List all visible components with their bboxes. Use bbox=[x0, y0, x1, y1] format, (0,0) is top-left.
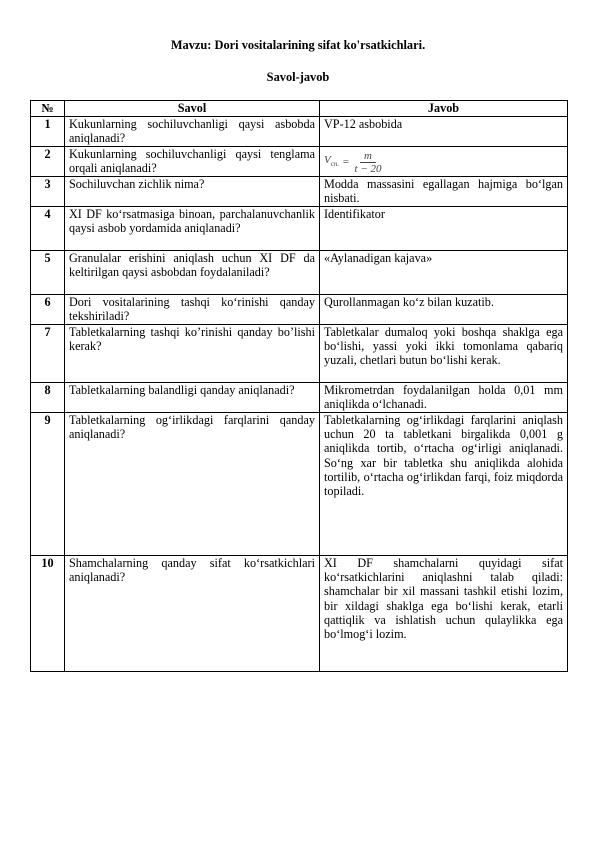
question-cell: Tabletkalarning balandligi qanday aniqlanadi? bbox=[65, 383, 320, 413]
answer-cell: Mikrometrdan foydalanilgan holda 0,01 mm aniqlikda o‘lchanadi. bbox=[320, 383, 568, 413]
answer-cell: XI DF shamchalarni quyidagi sifat ko‘rsatkichlarini aniqlashni talab qiladi: shamchalar bir xil massani tashkil etishi lozim, bir xildagi shaklga ega bo‘lishi kerak, etarli qattiqlik va ishlatish uchun qulaylikka ega bo‘lmog‘i lozim. bbox=[320, 556, 568, 672]
table-row bbox=[31, 177, 568, 207]
row-number: 1 bbox=[31, 117, 65, 147]
row-number: 5 bbox=[31, 251, 65, 295]
answer-cell: «Aylanadigan kajava» bbox=[320, 251, 568, 295]
question-cell: Kukunlarning sochiluvchanligi qaysi tenglama orqali aniqlanadi? bbox=[65, 147, 320, 177]
table-row bbox=[31, 295, 568, 325]
table-row bbox=[31, 383, 568, 413]
formula bbox=[324, 147, 384, 175]
question-cell: Dori vositalarining tashqi ko‘rinishi qanday tekshiriladi? bbox=[65, 295, 320, 325]
row-number: 2 bbox=[31, 147, 65, 177]
answer-cell: VP-12 asbobida bbox=[320, 117, 568, 147]
table-row bbox=[31, 147, 568, 177]
formula-denominator: t − 20 bbox=[354, 163, 382, 175]
column-header-question: Savol bbox=[65, 101, 320, 117]
row-number: 9 bbox=[31, 413, 65, 556]
column-header-answer: Javob bbox=[320, 101, 568, 117]
table-row bbox=[31, 556, 568, 672]
page-subtitle: Savol-javob bbox=[266, 70, 330, 84]
page-title: Mavzu: Dori vositalarining sifat ko'rsatkichlari. bbox=[170, 38, 426, 52]
answer-cell: Qurollanmagan ko‘z bilan kuzatib. bbox=[320, 295, 568, 325]
answer-cell: Tabletkalar dumaloq yoki boshqa shaklga ega bo‘lishi, yassi yoki ikki tomonlama qabariq yuzali, chetlari butun bo‘lishi kerak. bbox=[320, 325, 568, 383]
question-cell: Kukunlarning sochiluvchanligi qaysi asbobda aniqlanadi? bbox=[65, 117, 320, 147]
table-row bbox=[31, 207, 568, 251]
formula-numerator: m bbox=[360, 150, 376, 163]
answer-cell bbox=[320, 147, 568, 177]
qa-table bbox=[30, 100, 568, 672]
answer-cell: Modda massasini egallagan hajmiga bo‘lgan nisbati. bbox=[320, 177, 568, 207]
question-cell: Sochiluvchan zichlik nima? bbox=[65, 177, 320, 207]
column-header-number: № bbox=[31, 101, 65, 117]
row-number: 7 bbox=[31, 325, 65, 383]
answer-cell: Tabletkalarning og‘irlikdagi farqlarini aniqlash uchun 20 ta tabletkani birgalikda 0,001 g aniqlikda tortib, o‘rtacha og‘irligi aniqlanadi. So‘ng xar bir tabletka shu aniqlikda alohida tortilib, o‘rtacha og‘irlikdan farqi, foiz miqdorda topiladi. bbox=[320, 413, 568, 556]
answer-cell: Identifikator bbox=[320, 207, 568, 251]
row-number: 4 bbox=[31, 207, 65, 251]
table-row bbox=[31, 251, 568, 295]
question-cell: Tabletkalarning tashqi ko’rinishi qanday bo’lishi kerak? bbox=[65, 325, 320, 383]
table-row bbox=[31, 117, 568, 147]
table-row bbox=[31, 325, 568, 383]
row-number: 10 bbox=[31, 556, 65, 672]
row-number: 3 bbox=[31, 177, 65, 207]
question-cell: Granulalar erishini aniqlash uchun XI DF da keltirilgan qaysi asbobdan foydalaniladi? bbox=[65, 251, 320, 295]
table-row bbox=[31, 413, 568, 556]
formula-fraction bbox=[353, 150, 384, 175]
question-cell: Shamchalarning qanday sifat ko‘rsatkichlari aniqlanadi? bbox=[65, 556, 320, 672]
question-cell: XI DF ko‘rsatmasiga binoan, parchalanuvchanlik qaysi asbob yordamida aniqlanadi? bbox=[65, 207, 320, 251]
formula-equals: = bbox=[342, 156, 350, 169]
table-header-row bbox=[31, 101, 568, 117]
question-cell: Tabletkalarning og‘irlikdagi farqlarini qanday aniqlanadi? bbox=[65, 413, 320, 556]
formula-lhs: $V_{сп.}$ bbox=[324, 154, 340, 169]
row-number: 8 bbox=[31, 383, 65, 413]
row-number: 6 bbox=[31, 295, 65, 325]
